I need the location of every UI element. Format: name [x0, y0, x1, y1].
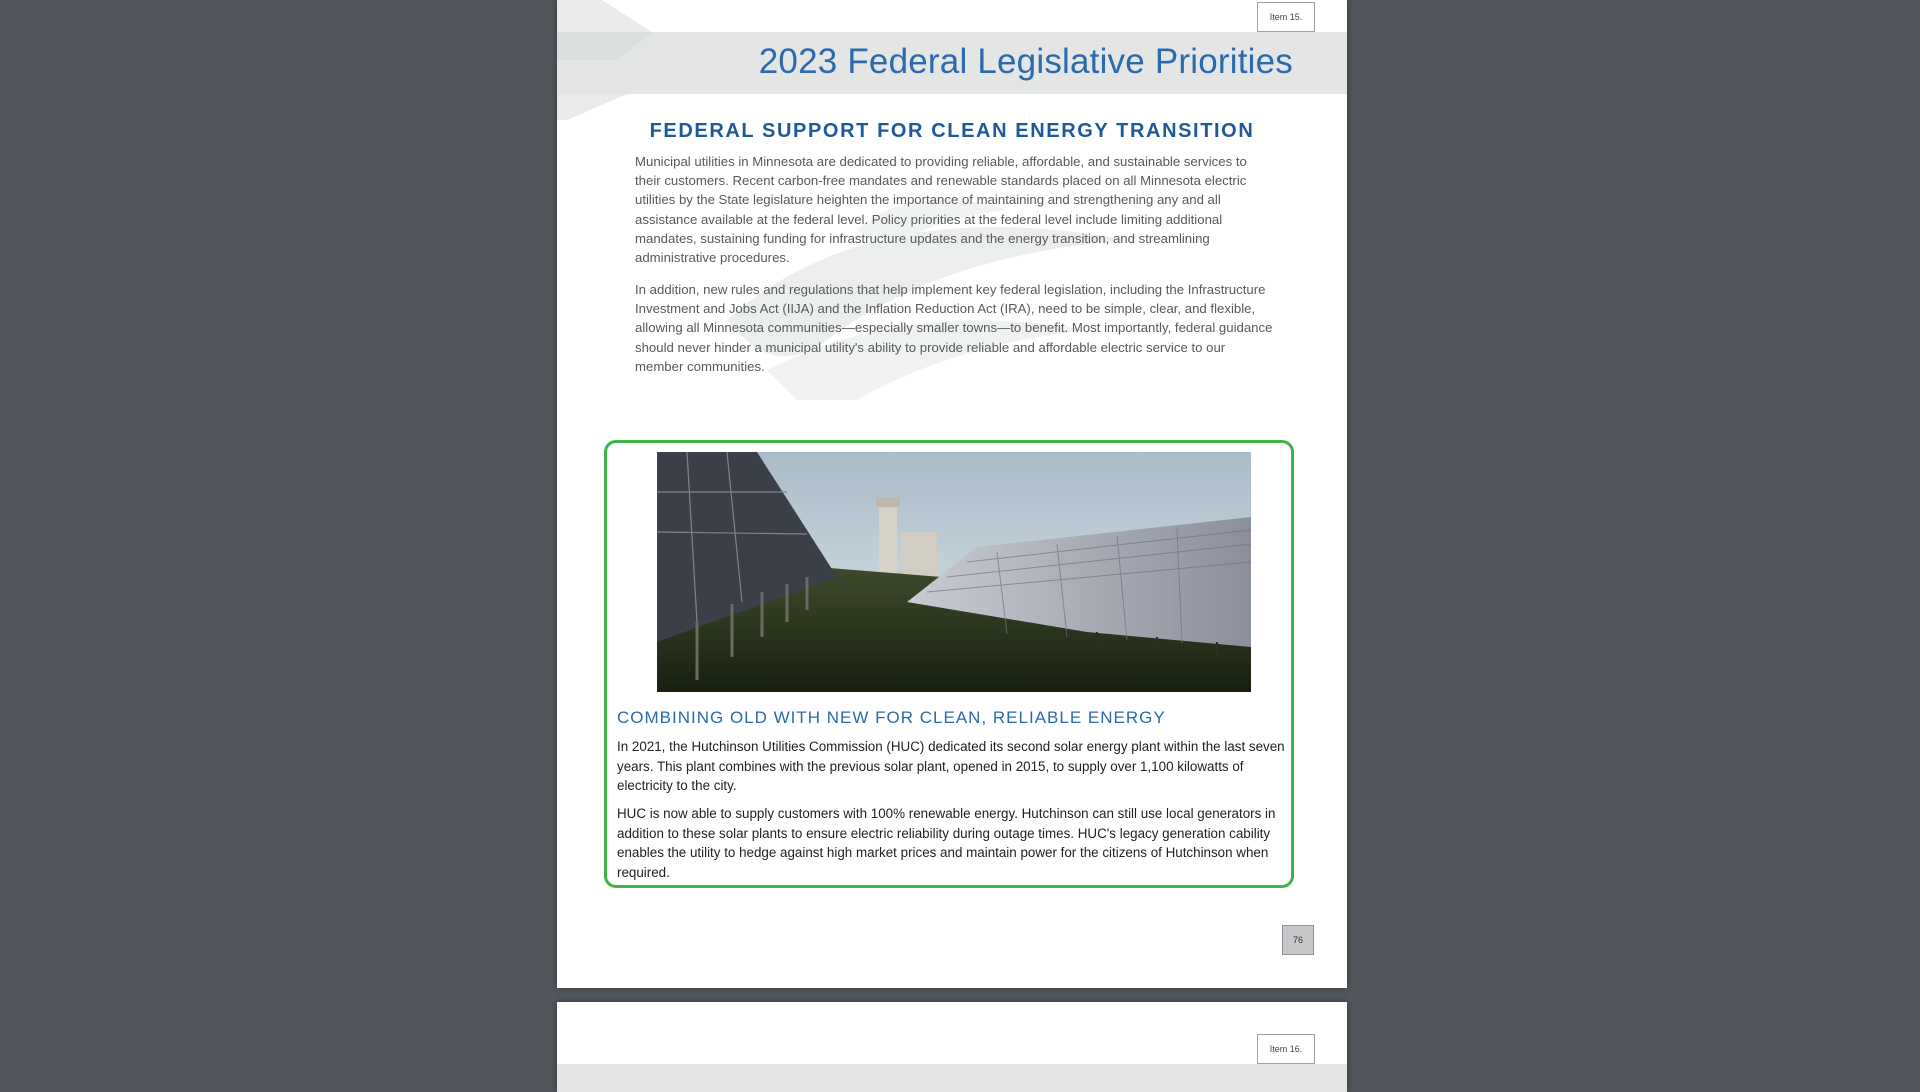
intro-paragraph: Municipal utilities in Minnesota are dedicated to providing reliable, affordable, and sustainable services to their customers. Recent carbon-free mandates and renewable standards placed on all Minnesota electric utilities by the State legislature heighten the importance of maintaining and strengthening any and all assistance available at the federal level. Policy priorities at the federal level include limiting additional mandates, sustaining funding for infrastructure updates and the energy transition, and streamlining administrative procedures.	[635, 154, 1247, 266]
feature-paragraph-solar: In 2021, the Hutchinson Utilities Commission (HUC) dedicated its second solar energy plant within the last seven years. This plant combines with the previous solar plant, opened in 2015, to supply over 1,100 kilowatts of electricity to the city.	[617, 739, 1285, 793]
document-page-76	[557, 0, 1347, 988]
legislation-paragraph: In addition, new rules and regulations that help implement key federal legislation, including the Infrastructure Investment and Jobs Act (IIJA) and the Inflation Reduction Act (IRA), need to be simple, clear, and flexible, allowing all Minnesota communities—especially smaller towns—to benefit. Most importantly, federal guidance should never hinder a municipal utility's ability to provide reliable and affordable electric service to our member communities.	[635, 282, 1273, 374]
page-number-badge: 76	[1282, 925, 1314, 955]
document-page-next	[557, 1002, 1347, 1092]
page-title: 2023 Federal Legislative Priorities	[758, 42, 1293, 81]
feature-heading: COMBINING OLD WITH NEW FOR CLEAN, RELIABLE ENERGY	[617, 708, 1166, 727]
feature-paragraph-renewable: HUC is now able to supply customers with 100% renewable energy. Hutchinson can still use local generators in addition to these solar plants to ensure electric reliability during outage times. HUC's legacy generation cability enables the utility to hedge against high market prices and maintain power for the citizens of Hutchinson when required.	[617, 806, 1276, 880]
item-tag: Item 16.	[1257, 1034, 1315, 1064]
header-band	[557, 1064, 1347, 1092]
solar-plant-photo	[657, 452, 1251, 692]
feature-callout-box	[604, 440, 1294, 888]
section-heading: FEDERAL SUPPORT FOR CLEAN ENERGY TRANSITION	[649, 120, 1255, 142]
item-tag: Item 15.	[1257, 2, 1315, 32]
